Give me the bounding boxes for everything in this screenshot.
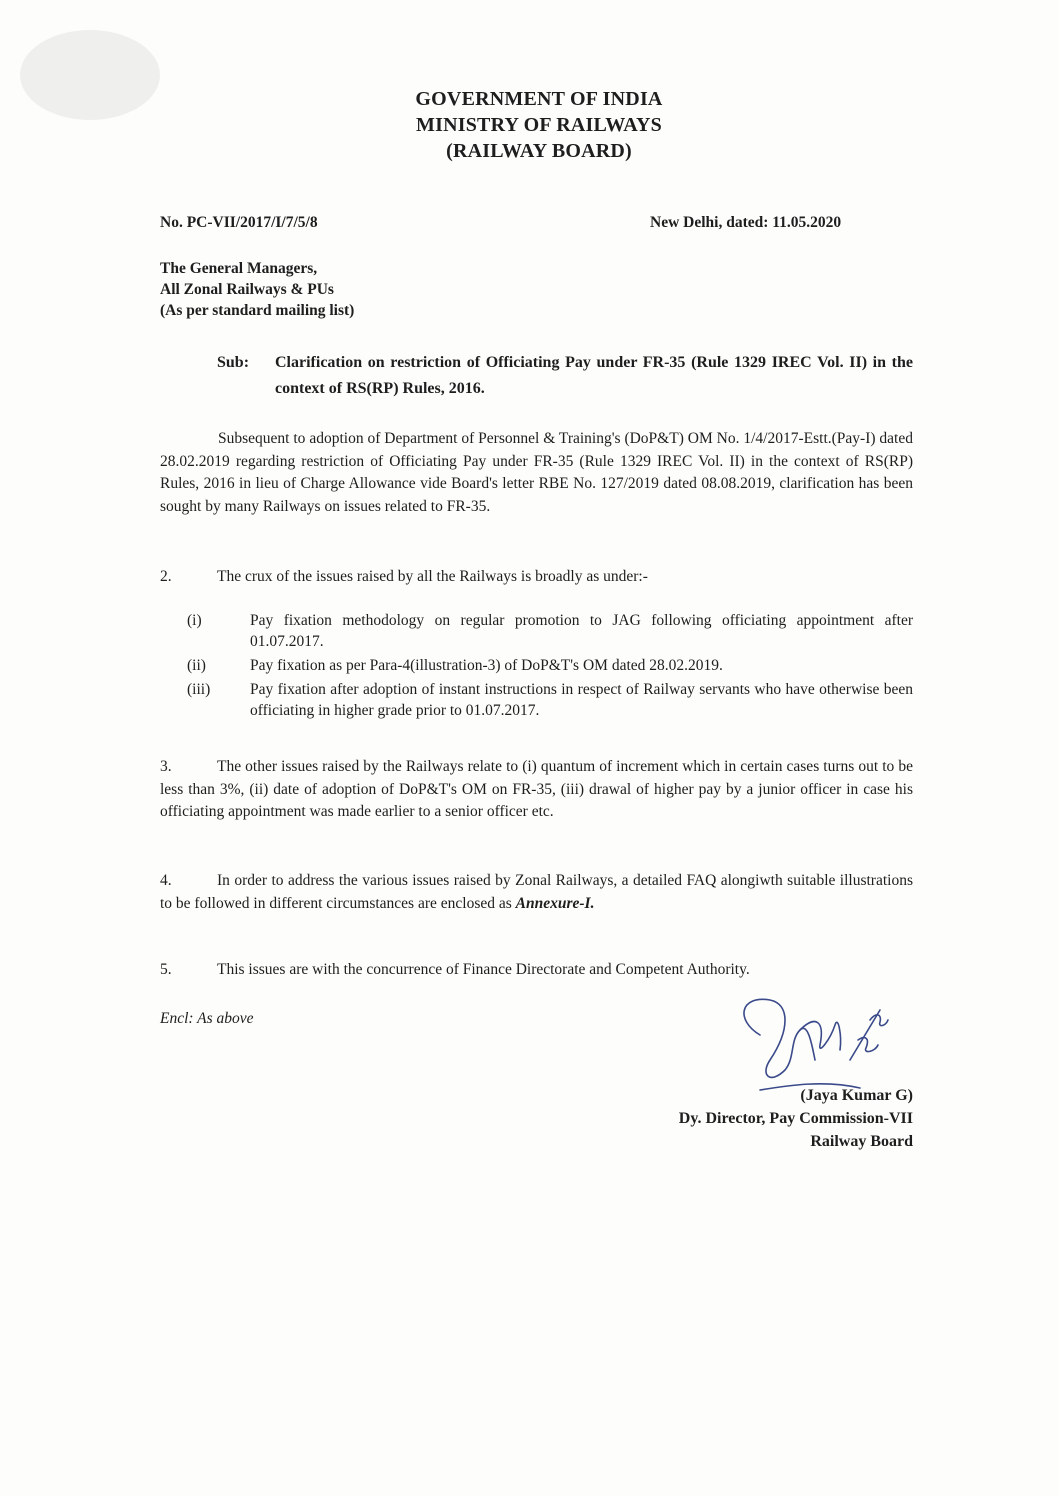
list-item-number: (iii): [187, 681, 211, 698]
paragraph-4: [160, 870, 913, 915]
enclosure-note: Encl: As above: [160, 1010, 254, 1027]
signature-block: [679, 1084, 913, 1153]
reference-number: No. PC-VII/2017/I/7/5/8: [160, 214, 318, 231]
paragraph-3: [160, 756, 913, 824]
signatory-name: (Jaya Kumar G): [800, 1087, 913, 1104]
signatory-office: Railway Board: [810, 1133, 913, 1150]
letter-date: New Delhi, dated: 11.05.2020: [650, 214, 842, 231]
letterhead-line2: MINISTRY OF RAILWAYS: [416, 114, 662, 136]
paragraph-4-text: In order to address the various issues raised by Zonal Railways, a detailed FAQ alongiwth suitable illustrations to be followed in different circumstances are enclosed as: [160, 872, 913, 912]
list-item-text: Pay fixation as per Para-4(illustration-3) of DoP&T's OM dated 28.02.2019.: [250, 657, 723, 674]
paragraph-5: [160, 959, 913, 982]
paragraph-number: 3.: [160, 758, 172, 775]
paragraph-3-text: The other issues raised by the Railways relate to (i) quantum of increment which in certain cases turns out to be less than 3%, (ii) date of adoption of DoP&T's OM on FR-35, (iii) drawal of higher pay by a junior officer in case his officiating appointment was made earlier to a senior officer etc.: [160, 758, 913, 820]
paragraph-5-text: This issues are with the concurrence of Finance Directorate and Competent Authority.: [217, 961, 750, 978]
letterhead-line1: GOVERNMENT OF INDIA: [415, 88, 663, 110]
addressee-line1: The General Managers,: [160, 260, 318, 277]
addressee-line2: All Zonal Railways & PUs: [160, 281, 334, 298]
paragraph-2-text: The crux of the issues raised by all the Railways is broadly as under:-: [217, 568, 648, 585]
subject-label: Sub:: [217, 354, 250, 371]
list-item-text: Pay fixation after adoption of instant instructions in respect of Railway servants who have otherwise been officiating in higher grade prior to 01.07.2017.: [250, 681, 913, 719]
paragraph-number: 4.: [160, 872, 172, 889]
addressee-line3: (As per standard mailing list): [160, 302, 355, 319]
list-item: [187, 655, 913, 676]
list-item: [187, 610, 913, 652]
paragraph-2: [160, 566, 913, 589]
letterhead-line3: (RAILWAY BOARD): [446, 140, 632, 162]
list-item-number: (i): [187, 612, 202, 629]
list-item-text: Pay fixation methodology on regular promotion to JAG following officiating appointment after 01.07.2017.: [250, 612, 913, 650]
list-item: [187, 679, 913, 721]
paragraph-number: 2.: [160, 568, 172, 585]
annexure-reference: Annexure-I.: [515, 894, 595, 912]
subject-text: Clarification on restriction of Officiating Pay under FR-35 (Rule 1329 IREC Vol. II) in the context of RS(RP) Rules, 2016.: [275, 354, 913, 397]
paragraph-1: Subsequent to adoption of Department of Personnel & Training's (DoP&T) OM No. 1/4/2017-Estt.(Pay-I) dated 28.02.2019 regarding restriction of Officiating Pay under FR-35 (Rule 1329 IREC Vol. II) in the context of RS(RP) Rules, 2016 in lieu of Charge Allowance vide Board's letter RBE No. 127/2019 dated 08.08.2019, clarification has been sought by many Railways on issues related to FR-35.: [160, 430, 913, 515]
list-item-number: (ii): [187, 657, 206, 674]
signatory-designation: Dy. Director, Pay Commission-VII: [678, 1110, 913, 1127]
paragraph-number: 5.: [160, 961, 172, 978]
letterhead: [0, 86, 1058, 164]
subject-line: [217, 350, 913, 402]
issues-list: [187, 610, 913, 724]
addressee-block: [160, 258, 354, 321]
